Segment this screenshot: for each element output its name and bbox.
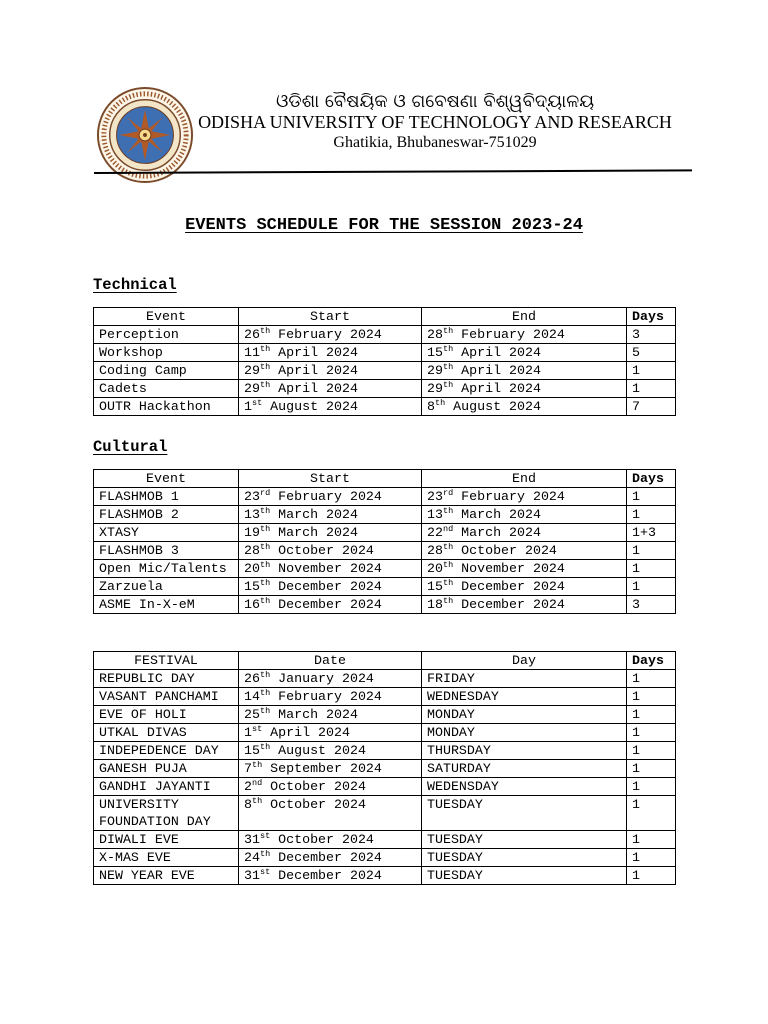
table-row bbox=[94, 344, 676, 362]
date-rest: March 2024 bbox=[270, 525, 358, 540]
days-cell: 1 bbox=[627, 542, 676, 560]
end-date-cell bbox=[422, 542, 627, 560]
days-cell: 1 bbox=[627, 742, 676, 760]
days-cell: 1 bbox=[627, 796, 676, 831]
event-name-cell: Zarzuela bbox=[94, 578, 239, 596]
table-header-row bbox=[94, 470, 676, 488]
date-day: 28 bbox=[427, 543, 443, 558]
weekday-cell: TUESDAY bbox=[422, 849, 627, 867]
table-row bbox=[94, 596, 676, 614]
date-rest: January 2024 bbox=[270, 671, 374, 686]
weekday-cell: TUESDAY bbox=[422, 831, 627, 849]
date-rest: October 2024 bbox=[262, 797, 366, 812]
table-row bbox=[94, 796, 676, 831]
event-name-cell: REPUBLIC DAY bbox=[94, 670, 239, 688]
column-header: Days bbox=[627, 308, 676, 326]
days-cell: 3 bbox=[627, 326, 676, 344]
date-rest: April 2024 bbox=[453, 381, 541, 396]
column-header: Start bbox=[239, 308, 422, 326]
date-ordinal: th bbox=[259, 362, 271, 372]
end-date-cell bbox=[422, 344, 627, 362]
date-rest: October 2024 bbox=[453, 543, 557, 558]
date-day: 15 bbox=[427, 579, 443, 594]
date-rest: December 2024 bbox=[270, 868, 382, 883]
event-name-cell: Workshop bbox=[94, 344, 239, 362]
date-day: 7 bbox=[244, 761, 252, 776]
table-row bbox=[94, 542, 676, 560]
table-row bbox=[94, 849, 676, 867]
table-row bbox=[94, 688, 676, 706]
date-ordinal: th bbox=[259, 560, 271, 570]
days-cell: 1+3 bbox=[627, 524, 676, 542]
date-cell bbox=[239, 670, 422, 688]
date-rest: March 2024 bbox=[270, 707, 358, 722]
event-name-cell: UNIVERSITY FOUNDATION DAY bbox=[94, 796, 239, 831]
event-name-cell: UTKAL DIVAS bbox=[94, 724, 239, 742]
date-ordinal: th bbox=[442, 362, 454, 372]
date-rest: October 2024 bbox=[270, 543, 374, 558]
column-header: Event bbox=[94, 308, 239, 326]
date-day: 29 bbox=[427, 363, 443, 378]
table-row bbox=[94, 362, 676, 380]
date-ordinal: st bbox=[259, 867, 271, 877]
end-date-cell bbox=[422, 398, 627, 416]
date-rest: August 2024 bbox=[270, 743, 366, 758]
date-ordinal: rd bbox=[259, 488, 271, 498]
date-day: 23 bbox=[427, 489, 443, 504]
date-cell bbox=[239, 867, 422, 885]
start-date-cell bbox=[239, 524, 422, 542]
date-ordinal: th bbox=[259, 344, 271, 354]
table-row bbox=[94, 506, 676, 524]
weekday-cell: WEDENSDAY bbox=[422, 778, 627, 796]
date-rest: November 2024 bbox=[453, 561, 565, 576]
date-cell bbox=[239, 760, 422, 778]
event-name-cell: INDEPEDENCE DAY bbox=[94, 742, 239, 760]
date-rest: December 2024 bbox=[270, 597, 382, 612]
date-rest: December 2024 bbox=[453, 597, 565, 612]
days-cell: 1 bbox=[627, 488, 676, 506]
date-day: 8 bbox=[244, 797, 252, 812]
technical-rows bbox=[94, 326, 676, 416]
end-date-cell bbox=[422, 596, 627, 614]
date-day: 11 bbox=[244, 345, 260, 360]
date-day: 28 bbox=[427, 327, 443, 342]
end-date-cell bbox=[422, 506, 627, 524]
date-ordinal: th bbox=[442, 596, 454, 606]
date-ordinal: th bbox=[259, 578, 271, 588]
date-ordinal: th bbox=[259, 849, 271, 859]
date-day: 31 bbox=[244, 868, 260, 883]
date-ordinal: th bbox=[442, 380, 454, 390]
date-ordinal: th bbox=[259, 670, 271, 680]
date-day: 23 bbox=[244, 489, 260, 504]
date-ordinal: th bbox=[259, 542, 271, 552]
date-cell bbox=[239, 724, 422, 742]
end-date-cell bbox=[422, 524, 627, 542]
start-date-cell bbox=[239, 380, 422, 398]
end-date-cell bbox=[422, 326, 627, 344]
table-header-row bbox=[94, 308, 676, 326]
date-cell bbox=[239, 849, 422, 867]
event-name-cell: GANDHI JAYANTI bbox=[94, 778, 239, 796]
cultural-rows bbox=[94, 488, 676, 614]
event-name-cell: FLASHMOB 2 bbox=[94, 506, 239, 524]
days-cell: 5 bbox=[627, 344, 676, 362]
date-day: 29 bbox=[244, 363, 260, 378]
date-ordinal: th bbox=[442, 506, 454, 516]
date-day: 29 bbox=[427, 381, 443, 396]
start-date-cell bbox=[239, 578, 422, 596]
date-day: 15 bbox=[244, 579, 260, 594]
weekday-cell: SATURDAY bbox=[422, 760, 627, 778]
date-ordinal: st bbox=[251, 724, 263, 734]
event-name-cell: Perception bbox=[94, 326, 239, 344]
date-day: 20 bbox=[427, 561, 443, 576]
weekday-cell: MONDAY bbox=[422, 724, 627, 742]
event-name-cell: GANESH PUJA bbox=[94, 760, 239, 778]
event-name-cell: EVE OF HOLI bbox=[94, 706, 239, 724]
table-row bbox=[94, 724, 676, 742]
date-ordinal: th bbox=[251, 796, 263, 806]
date-day: 15 bbox=[244, 743, 260, 758]
date-ordinal: th bbox=[442, 560, 454, 570]
date-ordinal: th bbox=[259, 706, 271, 716]
date-ordinal: th bbox=[251, 760, 263, 770]
event-name-cell: VASANT PANCHAMI bbox=[94, 688, 239, 706]
section-heading-technical: Technical bbox=[93, 276, 177, 294]
end-date-cell bbox=[422, 578, 627, 596]
date-rest: February 2024 bbox=[270, 689, 382, 704]
column-header: Day bbox=[422, 652, 627, 670]
date-day: 14 bbox=[244, 689, 260, 704]
date-rest: August 2024 bbox=[262, 399, 358, 414]
end-date-cell bbox=[422, 362, 627, 380]
end-date-cell bbox=[422, 560, 627, 578]
date-rest: August 2024 bbox=[445, 399, 541, 414]
event-name-cell: Open Mic/Talents bbox=[94, 560, 239, 578]
start-date-cell bbox=[239, 398, 422, 416]
date-day: 16 bbox=[244, 597, 260, 612]
weekday-cell: WEDNESDAY bbox=[422, 688, 627, 706]
date-rest: February 2024 bbox=[453, 327, 565, 342]
date-rest: December 2024 bbox=[270, 850, 382, 865]
university-seal-logo bbox=[96, 86, 194, 184]
date-rest: March 2024 bbox=[453, 507, 541, 522]
table-row bbox=[94, 867, 676, 885]
date-rest: March 2024 bbox=[453, 525, 541, 540]
days-cell: 1 bbox=[627, 778, 676, 796]
university-name-odia: ଓଡିଶା ବୈଷୟିକ ଓ ଗବେଷଣା ବିଶ୍ୱବିଦ୍ୟାଳୟ bbox=[275, 91, 595, 112]
date-ordinal: th bbox=[434, 398, 446, 408]
days-cell: 1 bbox=[627, 760, 676, 778]
date-day: 26 bbox=[244, 671, 260, 686]
date-day: 1 bbox=[244, 725, 252, 740]
days-cell: 7 bbox=[627, 398, 676, 416]
table-row bbox=[94, 706, 676, 724]
date-day: 25 bbox=[244, 707, 260, 722]
days-cell: 1 bbox=[627, 506, 676, 524]
table-row bbox=[94, 398, 676, 416]
date-ordinal: st bbox=[259, 831, 271, 841]
date-rest: April 2024 bbox=[453, 345, 541, 360]
date-rest: April 2024 bbox=[270, 363, 358, 378]
date-day: 8 bbox=[427, 399, 435, 414]
column-header: End bbox=[422, 470, 627, 488]
document-title-text: EVENTS SCHEDULE FOR THE SESSION 2023-24 bbox=[185, 216, 583, 235]
table-row bbox=[94, 326, 676, 344]
date-day: 31 bbox=[244, 832, 260, 847]
days-cell: 1 bbox=[627, 849, 676, 867]
date-rest: October 2024 bbox=[262, 779, 366, 794]
date-ordinal: th bbox=[259, 380, 271, 390]
table-row bbox=[94, 670, 676, 688]
days-cell: 1 bbox=[627, 670, 676, 688]
days-cell: 1 bbox=[627, 688, 676, 706]
date-rest: December 2024 bbox=[270, 579, 382, 594]
column-header: End bbox=[422, 308, 627, 326]
weekday-cell: TUESDAY bbox=[422, 796, 627, 831]
days-cell: 1 bbox=[627, 362, 676, 380]
event-name-cell: Coding Camp bbox=[94, 362, 239, 380]
weekday-cell: FRIDAY bbox=[422, 670, 627, 688]
date-rest: March 2024 bbox=[270, 507, 358, 522]
days-cell: 1 bbox=[627, 724, 676, 742]
date-day: 29 bbox=[244, 381, 260, 396]
days-cell: 1 bbox=[627, 380, 676, 398]
table-row bbox=[94, 524, 676, 542]
date-day: 22 bbox=[427, 525, 443, 540]
date-rest: October 2024 bbox=[270, 832, 374, 847]
date-ordinal: th bbox=[442, 326, 454, 336]
date-day: 1 bbox=[244, 399, 252, 414]
date-rest: April 2024 bbox=[262, 725, 350, 740]
date-day: 15 bbox=[427, 345, 443, 360]
column-header: FESTIVAL bbox=[94, 652, 239, 670]
event-name-cell: NEW YEAR EVE bbox=[94, 867, 239, 885]
weekday-cell: MONDAY bbox=[422, 706, 627, 724]
date-cell bbox=[239, 706, 422, 724]
table-row bbox=[94, 488, 676, 506]
date-ordinal: th bbox=[442, 344, 454, 354]
days-cell: 3 bbox=[627, 596, 676, 614]
date-day: 24 bbox=[244, 850, 260, 865]
column-header: Start bbox=[239, 470, 422, 488]
start-date-cell bbox=[239, 326, 422, 344]
end-date-cell bbox=[422, 488, 627, 506]
event-name-cell: ASME In-X-eM bbox=[94, 596, 239, 614]
date-cell bbox=[239, 688, 422, 706]
festival-rows bbox=[94, 670, 676, 885]
table-row bbox=[94, 760, 676, 778]
date-rest: February 2024 bbox=[453, 489, 565, 504]
column-header: Days bbox=[627, 652, 676, 670]
date-day: 28 bbox=[244, 543, 260, 558]
date-day: 19 bbox=[244, 525, 260, 540]
date-ordinal: th bbox=[259, 326, 271, 336]
event-name-cell: FLASHMOB 1 bbox=[94, 488, 239, 506]
date-day: 18 bbox=[427, 597, 443, 612]
days-cell: 1 bbox=[627, 578, 676, 596]
date-ordinal: th bbox=[259, 688, 271, 698]
weekday-cell: THURSDAY bbox=[422, 742, 627, 760]
weekday-cell: TUESDAY bbox=[422, 867, 627, 885]
date-day: 20 bbox=[244, 561, 260, 576]
start-date-cell bbox=[239, 362, 422, 380]
days-cell: 1 bbox=[627, 867, 676, 885]
table-row bbox=[94, 831, 676, 849]
cultural-events-table bbox=[93, 469, 676, 614]
festival-holidays-table bbox=[93, 651, 676, 885]
date-ordinal: nd bbox=[251, 778, 263, 788]
days-cell: 1 bbox=[627, 831, 676, 849]
date-day: 2 bbox=[244, 779, 252, 794]
date-ordinal: th bbox=[259, 524, 271, 534]
table-row bbox=[94, 578, 676, 596]
start-date-cell bbox=[239, 488, 422, 506]
event-name-cell: X-MAS EVE bbox=[94, 849, 239, 867]
event-name-cell: DIWALI EVE bbox=[94, 831, 239, 849]
date-rest: February 2024 bbox=[270, 327, 382, 342]
date-cell bbox=[239, 831, 422, 849]
column-header: Event bbox=[94, 470, 239, 488]
date-rest: September 2024 bbox=[262, 761, 382, 776]
column-header: Days bbox=[627, 470, 676, 488]
document-title bbox=[0, 216, 768, 235]
university-name: ODISHA UNIVERSITY OF TECHNOLOGY AND RESEARCH bbox=[198, 112, 672, 132]
event-name-cell: FLASHMOB 3 bbox=[94, 542, 239, 560]
date-day: 13 bbox=[427, 507, 443, 522]
date-cell bbox=[239, 796, 422, 831]
table-row bbox=[94, 778, 676, 796]
table-row bbox=[94, 742, 676, 760]
days-cell: 1 bbox=[627, 560, 676, 578]
start-date-cell bbox=[239, 542, 422, 560]
start-date-cell bbox=[239, 344, 422, 362]
table-header-row bbox=[94, 652, 676, 670]
event-name-cell: OUTR Hackathon bbox=[94, 398, 239, 416]
start-date-cell bbox=[239, 560, 422, 578]
date-day: 26 bbox=[244, 327, 260, 342]
date-rest: April 2024 bbox=[453, 363, 541, 378]
table-row bbox=[94, 560, 676, 578]
date-rest: April 2024 bbox=[270, 345, 358, 360]
event-name-cell: Cadets bbox=[94, 380, 239, 398]
days-cell: 1 bbox=[627, 706, 676, 724]
table-row bbox=[94, 380, 676, 398]
date-ordinal: nd bbox=[442, 524, 454, 534]
date-rest: April 2024 bbox=[270, 381, 358, 396]
date-ordinal: th bbox=[259, 596, 271, 606]
date-ordinal: rd bbox=[442, 488, 454, 498]
technical-events-table bbox=[93, 307, 676, 416]
date-rest: February 2024 bbox=[270, 489, 382, 504]
date-rest: December 2024 bbox=[453, 579, 565, 594]
date-cell bbox=[239, 742, 422, 760]
start-date-cell bbox=[239, 506, 422, 524]
date-ordinal: th bbox=[442, 542, 454, 552]
date-ordinal: th bbox=[259, 506, 271, 516]
column-header: Date bbox=[239, 652, 422, 670]
section-heading-cultural: Cultural bbox=[93, 438, 168, 456]
date-ordinal: st bbox=[251, 398, 263, 408]
date-ordinal: th bbox=[259, 742, 271, 752]
date-rest: November 2024 bbox=[270, 561, 382, 576]
date-cell bbox=[239, 778, 422, 796]
date-day: 13 bbox=[244, 507, 260, 522]
start-date-cell bbox=[239, 596, 422, 614]
end-date-cell bbox=[422, 380, 627, 398]
event-name-cell: XTASY bbox=[94, 524, 239, 542]
university-address: Ghatikia, Bhubaneswar-751029 bbox=[333, 134, 537, 151]
date-ordinal: th bbox=[442, 578, 454, 588]
